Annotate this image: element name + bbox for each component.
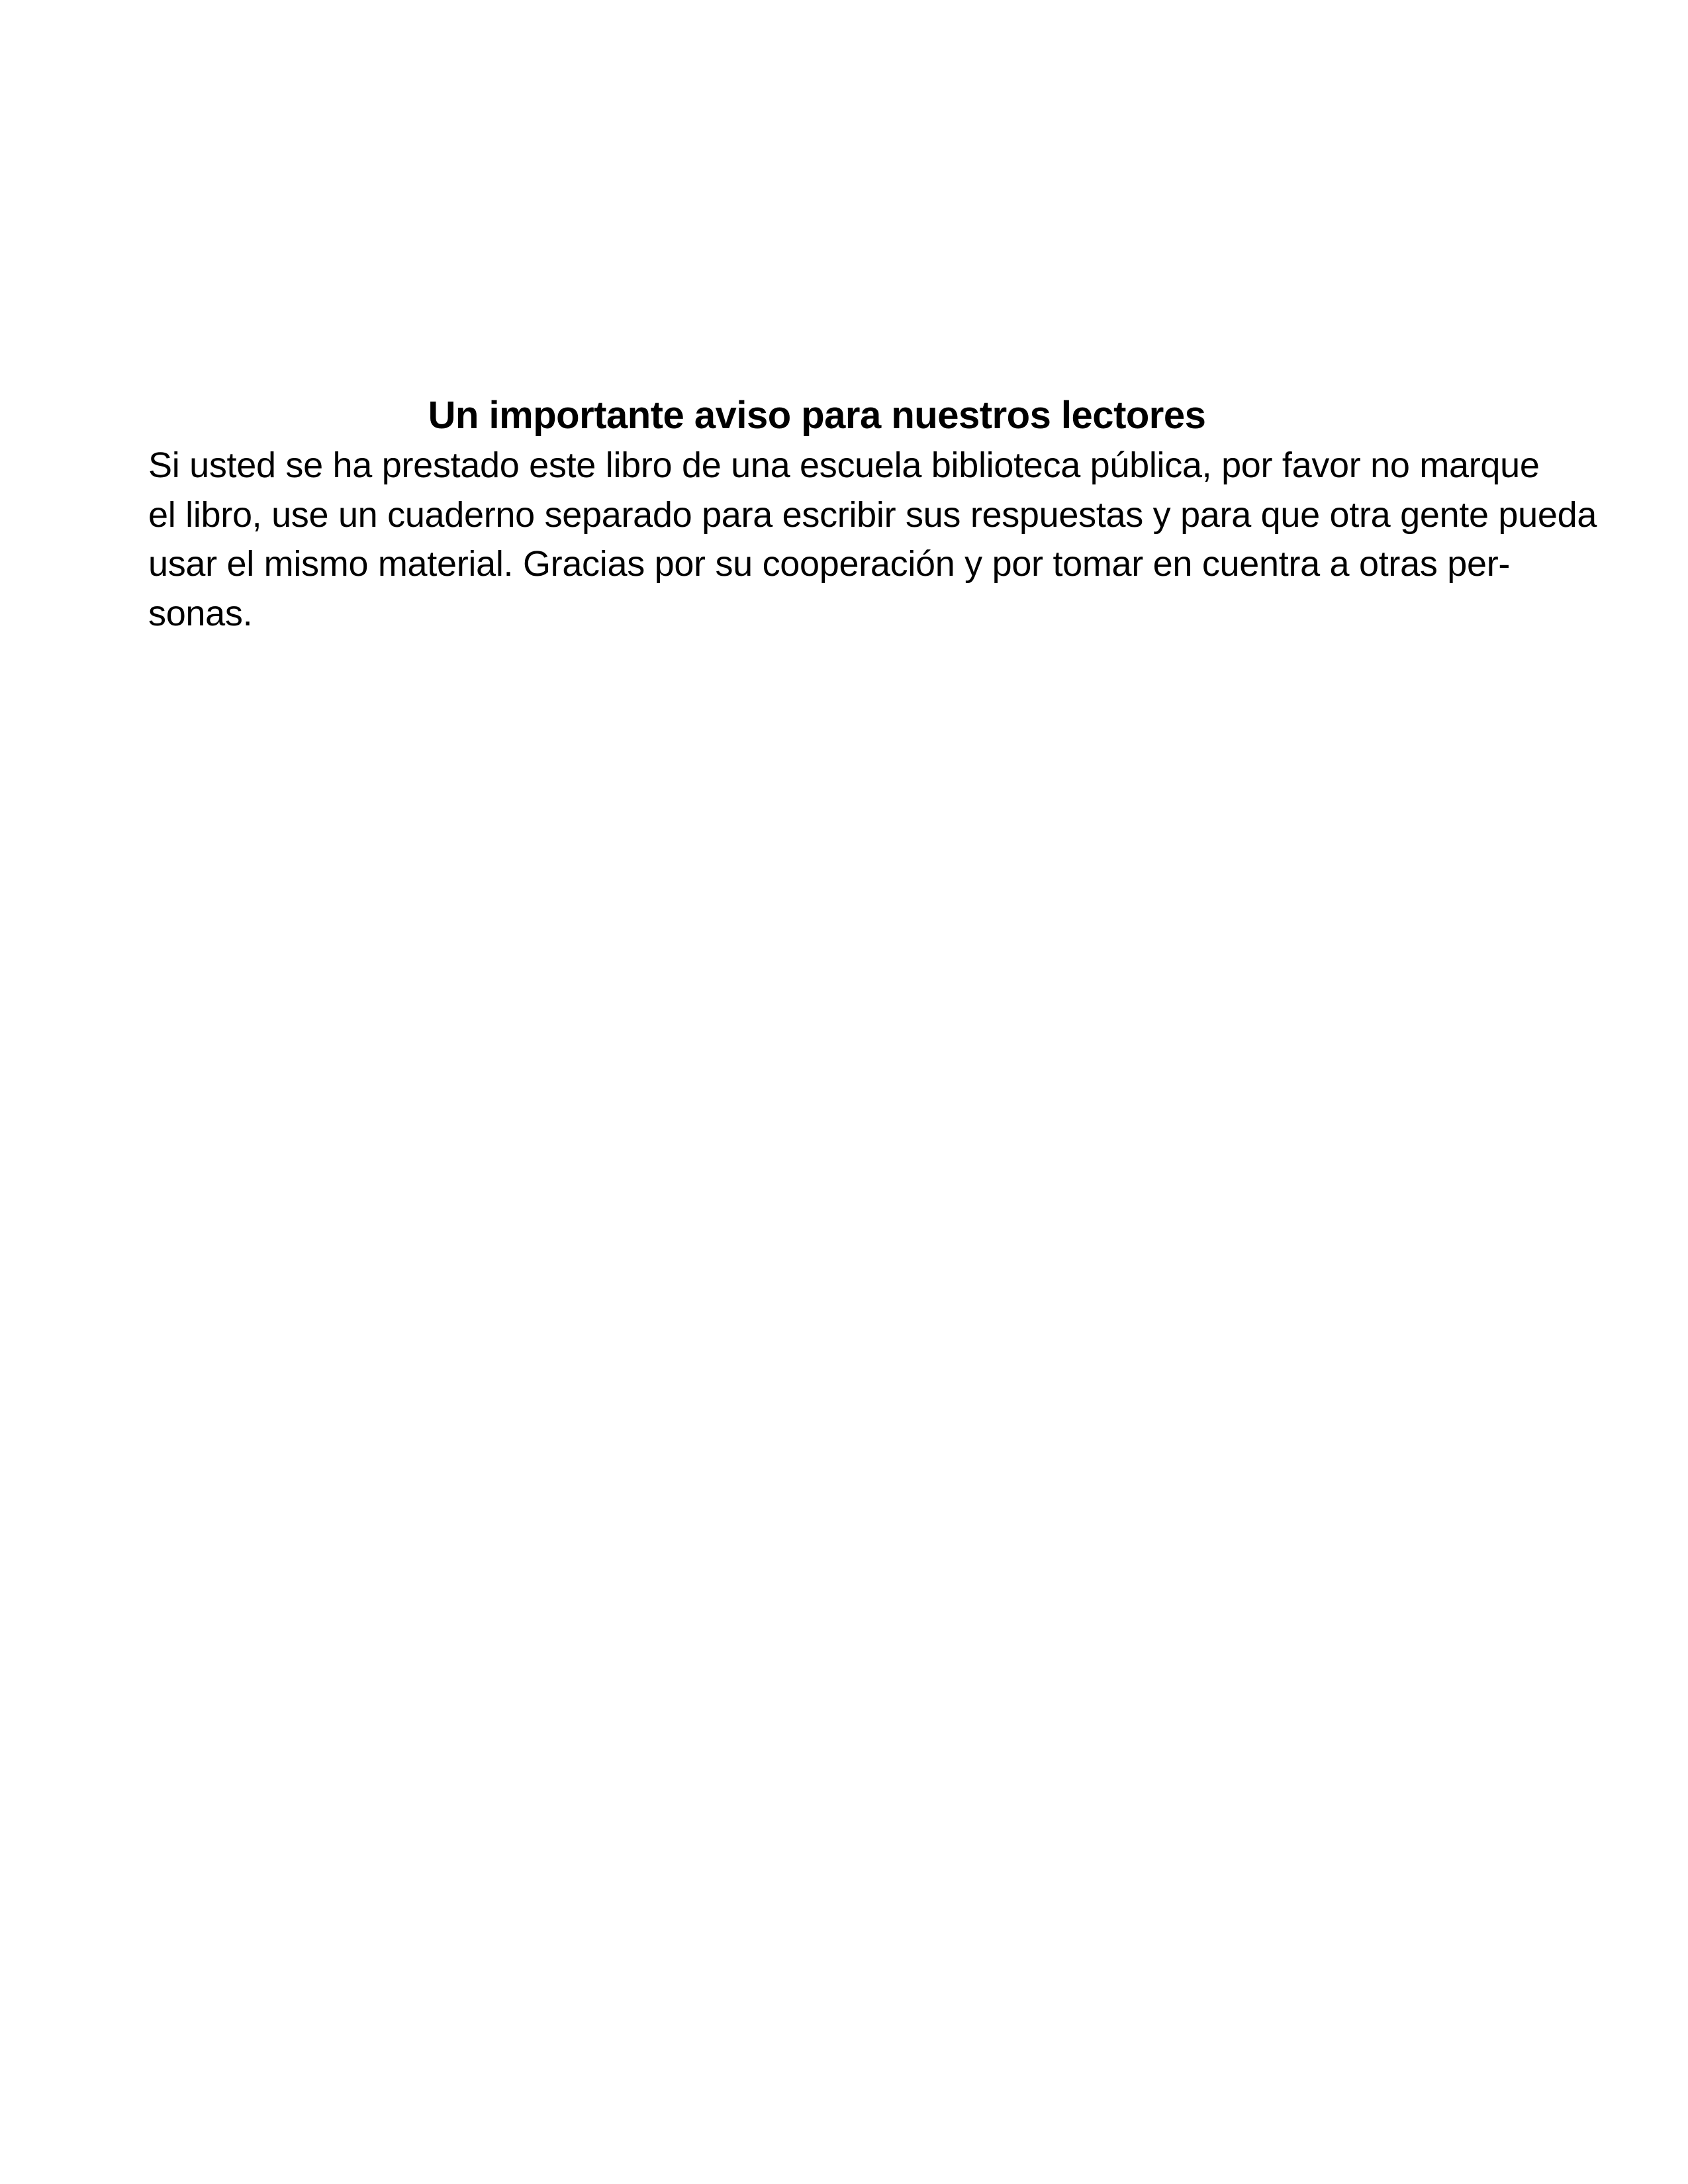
notice-line: sonas. — [148, 593, 253, 633]
notice-line: Si usted se ha prestado este libro de una escuela biblioteca pública, por favor no marque — [148, 445, 1540, 485]
notice-title: Un importante aviso para nuestros lectores — [428, 394, 1206, 437]
notice-body — [148, 441, 1597, 638]
notice-line: el libro, use un cuaderno separado para escribir sus respuestas y para que otra gente pueda — [148, 494, 1597, 535]
notice-line: usar el mismo material. Gracias por su cooperación y por tomar en cuentra a otras per- — [148, 544, 1511, 584]
reader-notice — [148, 390, 1597, 638]
